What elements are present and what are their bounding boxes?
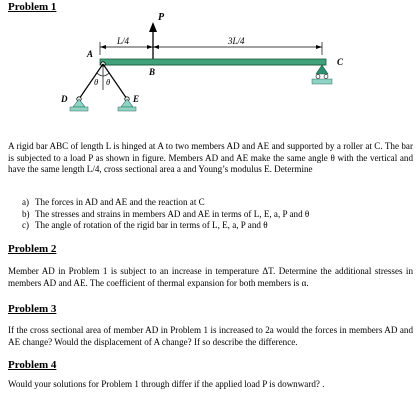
problem-3-heading: Problem 3 [8, 303, 57, 315]
question-text: The angle of rotation of the rigid bar in terms of L, E, a, P and θ [35, 220, 268, 231]
support-d [73, 99, 85, 107]
rigid-bar [100, 59, 326, 65]
question-c [22, 220, 412, 232]
label-p: P [158, 12, 165, 23]
dim-arrow [316, 45, 322, 49]
problem-2-heading: Problem 2 [8, 243, 57, 255]
dim-arrow [153, 45, 159, 49]
problem-1-questions [22, 197, 412, 232]
label-a: A [87, 49, 94, 59]
roller-wheel-left [316, 75, 320, 79]
load-arrow-head [149, 22, 157, 32]
problem-4-heading: Problem 4 [8, 359, 57, 371]
question-a [22, 197, 412, 209]
label-c: C [337, 57, 344, 67]
dim-arrow [147, 45, 153, 49]
roller-support-c [316, 65, 328, 74]
label-b: B [149, 67, 156, 77]
question-b [22, 209, 412, 221]
problem-4-statement: Would your solutions for Problem 1 through differ if the applied load P is downward? . [8, 379, 325, 389]
dim-arrow [100, 45, 106, 49]
member-ad [79, 64, 103, 99]
ground-d [70, 107, 88, 111]
angle-arc-left [97, 73, 103, 76]
question-text: The forces in AD and AE and the reaction at C [35, 197, 205, 207]
question-label: a) [22, 197, 30, 207]
problem-1-heading: Problem 1 [8, 1, 57, 13]
label-d: D [61, 94, 68, 104]
truss-figure [0, 0, 420, 140]
problem-2-statement: Member AD in Problem 1 is subject to an increase in temperature ΔT. Determine the additional stresses in members AD and AE. The coefficient of thermal expansion for both members is α. [8, 266, 413, 288]
angle-theta-left: θ [94, 77, 99, 87]
question-label: c) [22, 220, 30, 231]
problem-1-statement: A rigid bar ABC of length L is hinged at A to two members AD and AE and supported by a roller at C. The bar is subjected to a load P as shown in figure. Members AD and AE make the same angle θ with the vertical and have the same length L/4, cross sectional area a and Young’s modulus E. Determine [8, 141, 413, 175]
support-e [121, 99, 133, 107]
label-e: E [133, 94, 140, 104]
question-text: The stresses and strains in members AD and AE in terms of L, E, a, P and θ [35, 208, 310, 219]
angle-arc-right [103, 73, 109, 76]
question-label: b) [22, 208, 30, 219]
roller-wheel-right [324, 75, 328, 79]
ground-c [312, 79, 332, 84]
dim-label-left: L/4 [117, 36, 130, 46]
ground-e [118, 107, 136, 111]
problem-3-statement: If the cross sectional area of member AD in Problem 1 is increased to 2a would the forces in members AD and AE change? Would the displacement of A change? If so describe the difference. [8, 325, 413, 347]
dim-label-right: 3L/4 [228, 36, 245, 46]
angle-theta-right: θ [106, 77, 111, 87]
